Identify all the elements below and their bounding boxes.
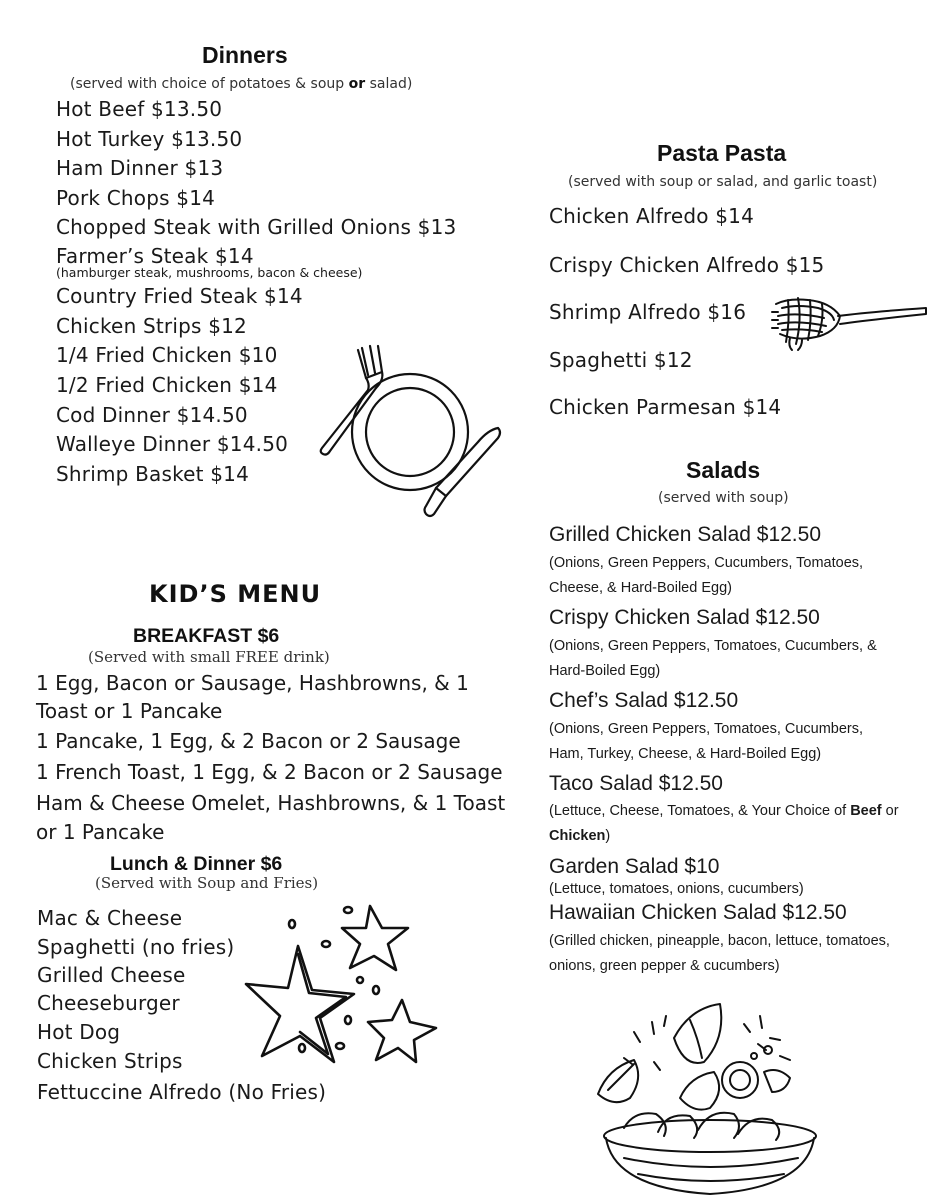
salads-subtitle: (served with soup) [658,490,789,506]
lunch-item: Mac & Cheese [37,906,183,930]
kids-breakfast-title: BREAKFAST $6 [133,625,280,647]
salad-description: (Onions, Green Peppers, Tomatoes, Cucumbers, Ham, Turkey, Cheese, & Hard-Boiled Egg) [549,721,864,762]
breakfast-item: 1 Pancake, 1 Egg, & 2 Bacon or 2 Sausage [36,729,461,753]
menu-item: Shrimp Basket $14 [56,462,250,486]
menu-item: Shrimp Alfredo $16 [549,300,747,324]
menu-item: 1/2 Fried Chicken $14 [56,373,278,397]
lunch-item: Fettuccine Alfredo (No Fries) [37,1080,327,1104]
menu-item: Spaghetti $12 [549,348,693,372]
menu-item: Pork Chops $14 [56,186,216,210]
menu-item: Country Fried Steak $14 [56,284,303,308]
salad-description: (Onions, Green Peppers, Cucumbers, Tomatoes, Cheese, & Hard-Boiled Egg) [549,555,864,596]
breakfast-item: 1 Egg, Bacon or Sausage, Hashbrowns, & 1 [36,671,469,695]
salad-name: Grilled Chicken Salad $12.50 [549,523,821,546]
dinners-title: Dinners [202,42,288,68]
menu-item: Ham Dinner $13 [56,156,224,180]
menu-item: Chopped Steak with Grilled Onions $13 [56,215,457,239]
salad-name: Chef’s Salad $12.50 [549,689,739,712]
menu-item: 1/4 Fried Chicken $10 [56,343,278,367]
menu-item: Chicken Alfredo $14 [549,204,755,228]
menu-item: Farmer’s Steak $14 [56,244,254,268]
breakfast-item: Toast or 1 Pancake [36,699,223,723]
salad-description: (Lettuce, tomatoes, onions, cucumbers) [549,881,804,897]
salad-description: (Onions, Green Peppers, Tomatoes, Cucumbers, & Hard-Boiled Egg) [549,638,877,679]
kids-menu-title: KID’S MENU [149,580,322,608]
menu-item: Walleye Dinner $14.50 [56,432,289,456]
stars-icon [240,900,442,1070]
menu-item: Hot Beef $13.50 [56,97,223,121]
farmers-steak-note: (hamburger steak, mushrooms, bacon & cheese) [56,265,363,280]
salad-description: (Lettuce, Cheese, Tomatoes, & Your Choice of Beef or Chicken) [549,803,899,844]
breakfast-item: Ham & Cheese Omelet, Hashbrowns, & 1 Toast [36,791,506,815]
menu-item: Chicken Strips $12 [56,314,247,338]
breakfast-item: 1 French Toast, 1 Egg, & 2 Bacon or 2 Sausage [36,760,503,784]
salad-name: Crispy Chicken Salad $12.50 [549,606,820,629]
salad-name: Taco Salad $12.50 [549,772,723,795]
pasta-subtitle: (served with soup or salad, and garlic toast) [568,174,878,190]
breakfast-item: or 1 Pancake [36,820,165,844]
plate-utensils-icon [318,338,504,522]
kids-breakfast-subtitle: (Served with small FREE drink) [88,648,330,666]
salad-description: (Grilled chicken, pineapple, bacon, lettuce, tomatoes, onions, green pepper & cucumbers) [549,933,890,974]
pasta-title: Pasta Pasta [657,140,787,166]
lunch-item: Cheeseburger [37,991,180,1015]
fork-spaghetti-icon [768,290,928,352]
menu-item: Chicken Parmesan $14 [549,395,782,419]
salads-title: Salads [686,457,761,483]
kids-lunch-subtitle: (Served with Soup and Fries) [95,874,319,892]
dinners-subtitle: (served with choice of potatoes & soup or salad) [70,76,413,92]
lunch-item: Hot Dog [37,1020,121,1044]
lunch-item: Chicken Strips [37,1049,183,1073]
menu-item: Cod Dinner $14.50 [56,403,248,427]
kids-lunch-title: Lunch & Dinner $6 [110,853,283,875]
menu-item: Hot Turkey $13.50 [56,127,243,151]
lunch-item: Spaghetti (no fries) [37,935,235,959]
menu-item: Crispy Chicken Alfredo $15 [549,253,825,277]
lunch-item: Grilled Cheese [37,963,186,987]
salad-bowl-icon [594,998,830,1200]
salad-name: Garden Salad $10 [549,855,720,878]
salad-name: Hawaiian Chicken Salad $12.50 [549,901,847,924]
